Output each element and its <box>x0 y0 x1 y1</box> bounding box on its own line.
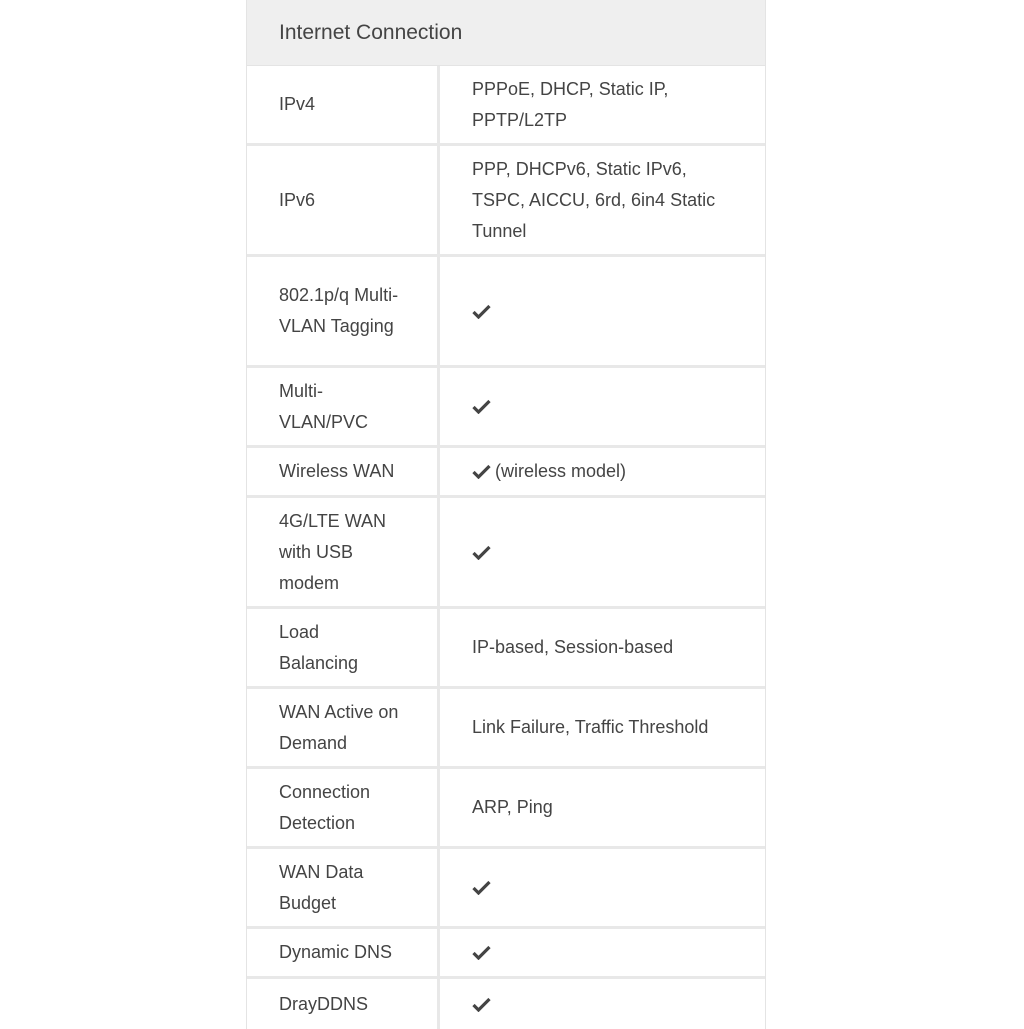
row-label: Multi-VLAN/PVC <box>247 368 440 445</box>
row-label: IPv6 <box>247 146 440 254</box>
row-value: Link Failure, Traffic Threshold <box>472 717 709 737</box>
row-value: (wireless model) <box>440 448 765 495</box>
check-icon <box>472 304 491 319</box>
table-row <box>247 448 765 498</box>
table-row <box>247 66 765 146</box>
row-value <box>440 979 765 1029</box>
table-row <box>247 769 765 849</box>
table-row <box>247 609 765 689</box>
check-icon <box>472 945 491 960</box>
table-row <box>247 979 765 1029</box>
row-label: 4G/LTE WAN with USB modem <box>247 498 440 606</box>
row-label: WAN Active on Demand <box>247 689 440 766</box>
row-value <box>440 929 765 976</box>
table-row <box>247 368 765 448</box>
row-value: PPP, DHCPv6, Static IPv6, TSPC, AICCU, 6rd, 6in4 Static Tunnel <box>472 158 716 241</box>
table-row <box>247 498 765 609</box>
spec-table <box>246 0 766 1029</box>
row-value: IP-based, Session-based <box>472 637 674 657</box>
row-value <box>440 368 765 445</box>
table-header <box>247 0 765 66</box>
table-row <box>247 929 765 979</box>
row-label: Connection Detection <box>247 769 440 846</box>
row-label: Dynamic DNS <box>247 929 440 976</box>
row-value: PPPoE, DHCP, Static IP, PPTP/L2TP <box>472 78 669 130</box>
row-label: 802.1p/q Multi-VLAN Tagging <box>247 257 440 365</box>
check-icon <box>472 464 491 479</box>
row-label: IPv4 <box>247 66 440 143</box>
table-row <box>247 689 765 769</box>
row-value <box>440 498 765 606</box>
table-row <box>247 849 765 929</box>
table-row <box>247 146 765 257</box>
row-label: Wireless WAN <box>247 448 440 495</box>
check-icon <box>472 880 491 895</box>
row-value <box>440 849 765 926</box>
row-label: Load Balancing <box>247 609 440 686</box>
row-value: ARP, Ping <box>472 797 553 817</box>
row-value <box>440 257 765 365</box>
table-row <box>247 257 765 368</box>
row-label: DrayDDNS <box>247 979 440 1029</box>
section-title: Internet Connection <box>279 20 463 44</box>
row-label: WAN Data Budget <box>247 849 440 926</box>
check-icon <box>472 399 491 414</box>
check-icon <box>472 997 491 1012</box>
check-icon <box>472 545 491 560</box>
